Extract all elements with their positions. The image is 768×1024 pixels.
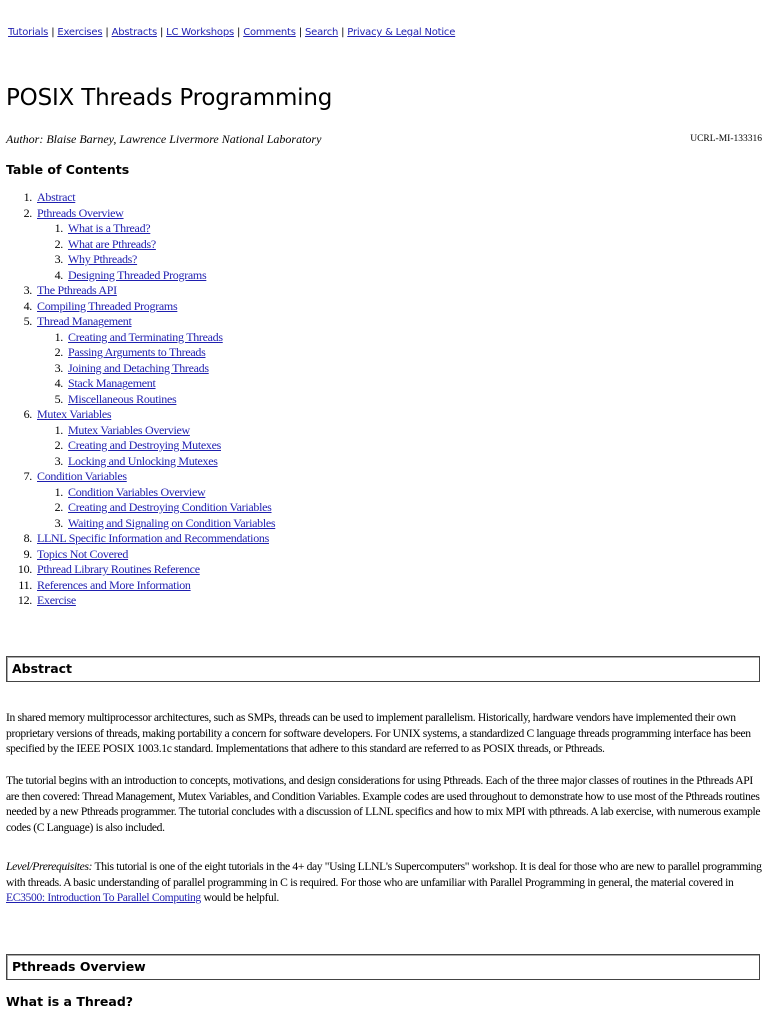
toc-link[interactable]: Mutex Variables [37,407,112,421]
toc-subitem [0,500,600,516]
document-id: UCRL-MI-133316 [690,134,762,144]
toc-subitem [0,438,600,454]
toc-subitem-number: 1. [54,329,63,344]
toc-item [0,283,600,299]
toc-item-number: 8. [23,531,32,545]
toc-subitem-number: 1. [54,221,63,235]
toc-subitem [0,345,600,361]
toc-subitem-number: 5. [54,391,63,406]
toc-sublink[interactable]: What is a Thread? [68,221,151,235]
nav-link-lc-workshops[interactable]: LC Workshops [166,27,235,38]
toc-link[interactable]: Thread Management [37,314,132,328]
toc-item [0,407,600,423]
toc-item-number: 9. [23,546,32,561]
nav-separator: | [341,27,345,38]
toc-subitem-number: 2. [54,345,63,359]
toc-sublink[interactable]: Condition Variables Overview [68,484,206,499]
toc-item [0,299,600,315]
toc-item-number: 11. [18,577,32,592]
table-of-contents [0,190,600,609]
toc-item-number: 6. [23,407,32,421]
toc-subitem [0,376,600,392]
nav-separator: | [159,27,164,38]
toc-item [0,531,600,547]
toc-link[interactable]: Abstract [37,190,76,204]
toc-sublink[interactable]: Waiting and Signaling on Condition Variables [68,515,276,530]
toc-link[interactable]: Pthreads Overview [37,205,124,220]
page-title: POSIX Threads Programming [6,85,333,111]
toc-subitem-number: 2. [54,236,63,251]
toc-subitem [0,485,600,501]
ec3500-link[interactable]: EC3500: Introduction To Parallel Computing [6,891,201,904]
what-is-a-thread-heading: What is a Thread? [6,994,134,1009]
toc-sublink[interactable]: Stack Management [68,376,156,390]
toc-subitem-number: 2. [54,438,63,452]
prerequisites-tail: would be helpful. [200,891,279,904]
toc-item-number: 3. [23,283,32,297]
nav-link-search[interactable]: Search [304,27,339,38]
toc-subitem-number: 2. [54,500,63,514]
abstract-paragraph-prerequisites [6,859,764,906]
toc-item-number: 1. [23,190,32,204]
toc-subitem [0,237,600,253]
toc-subitem [0,252,600,268]
toc-item [0,547,600,563]
toc-subitem-number: 4. [54,376,63,390]
toc-sublink[interactable]: Creating and Destroying Condition Variables [68,500,272,514]
abstract-paragraph-2: The tutorial begins with an introduction to concepts, motivations, and design considerations for using Pthreads. Each of the three major classes of routines in the Pthreads API are then covered: Thread Management, Mutex Variables, and Condition Variables. Example codes are used throughout to demonstrate how to use most of the Pthreads routines needed by a new Pthreads programmer. The tutorial concludes with a discussion of LLNL specifics and how to mix MPI with pthreads. A lab exercise, with numerous example codes (C Language) is also included. [6,774,761,834]
toc-item-number: 7. [23,469,32,483]
toc-link[interactable]: Condition Variables [37,469,127,483]
toc-item [0,206,600,222]
toc-item-number: 12. [17,593,32,607]
nav-link-privacy-legal[interactable]: Privacy & Legal Notice [347,27,456,38]
toc-subitem-number: 3. [54,453,63,468]
toc-item [0,190,600,206]
toc-sublink[interactable]: Creating and Destroying Mutexes [68,438,221,452]
prerequisites-label: Level/Prerequisites: [6,860,93,873]
toc-item-number: 5. [23,314,32,328]
toc-sublink[interactable]: Designing Threaded Programs [68,267,207,282]
toc-item-number: 2. [23,205,32,220]
nav-link-exercises[interactable]: Exercises [57,27,103,38]
toc-subitem-number: 3. [54,360,63,375]
toc-sublink[interactable]: Locking and Unlocking Mutexes [68,453,218,468]
abstract-paragraph-1: In shared memory multiprocessor architectures, such as SMPs, threads can be used to implement parallelism. Historically, hardware vendors have implemented their own proprietary versions of threads, making portability a concern for software developers. For UNIX systems, a standardized C language threads programming interface has been specified by the IEEE POSIX 1003.1c standard. Implementations that adhere to this standard are referred to as POSIX threads, or Pthreads. [6,711,751,755]
toc-subitem [0,423,600,439]
nav-separator: | [105,27,109,38]
toc-link[interactable]: LLNL Specific Information and Recommendations [37,531,269,545]
author-line: Author: Blaise Barney, Lawrence Livermore National Laboratory [6,132,322,146]
nav-link-tutorials[interactable]: Tutorials [8,27,49,38]
toc-subitem [0,330,600,346]
toc-link[interactable]: Pthread Library Routines Reference [37,562,200,576]
toc-sublink[interactable]: Creating and Terminating Threads [68,329,223,344]
toc-link[interactable]: Topics Not Covered [37,546,129,561]
toc-link[interactable]: References and More Information [37,577,191,592]
abstract-section-header: Abstract [6,656,760,682]
nav-separator: | [298,27,302,38]
toc-heading: Table of Contents [6,162,130,177]
toc-subitem [0,516,600,532]
toc-subitem-number: 3. [54,252,63,266]
toc-subitem [0,268,600,284]
nav-link-abstracts[interactable]: Abstracts [111,27,157,38]
toc-item [0,562,600,578]
top-navigation [8,27,455,38]
toc-link[interactable]: Exercise [37,593,76,607]
toc-item-number: 4. [23,298,32,313]
toc-subitem-number: 3. [54,515,63,530]
toc-item [0,469,600,485]
toc-subitem [0,454,600,470]
toc-sublink[interactable]: Joining and Detaching Threads [68,360,209,375]
toc-item-number: 10. [17,562,32,576]
nav-separator: | [51,27,55,38]
toc-sublink[interactable]: Why Pthreads? [68,252,138,266]
toc-sublink[interactable]: Mutex Variables Overview [68,422,190,437]
toc-subitem [0,361,600,377]
toc-subitem [0,221,600,237]
toc-sublink[interactable]: What are Pthreads? [68,236,156,251]
nav-separator: | [237,27,241,38]
toc-link[interactable]: The Pthreads API [37,283,117,297]
nav-link-comments[interactable]: Comments [243,27,296,38]
toc-item [0,593,600,609]
toc-item [0,314,600,330]
toc-subitem-number: 1. [54,484,63,499]
prerequisites-text: This tutorial is one of the eight tutorials in the 4+ day "Using LLNL's Supercomputers" workshop. It is deal for those who are new to parallel programming with threads. A basic understanding of parallel programming in C is required. For those who are unfamiliar with Parallel Programming in general, the material covered in [6,860,762,889]
toc-subitem [0,392,600,408]
toc-subitem-number: 1. [54,422,63,437]
toc-sublink[interactable]: Miscellaneous Routines [68,391,177,406]
pthreads-overview-section-header: Pthreads Overview [6,954,760,980]
toc-subitem-number: 4. [54,267,63,282]
toc-item [0,578,600,594]
toc-link[interactable]: Compiling Threaded Programs [37,298,178,313]
toc-sublink[interactable]: Passing Arguments to Threads [68,345,206,359]
